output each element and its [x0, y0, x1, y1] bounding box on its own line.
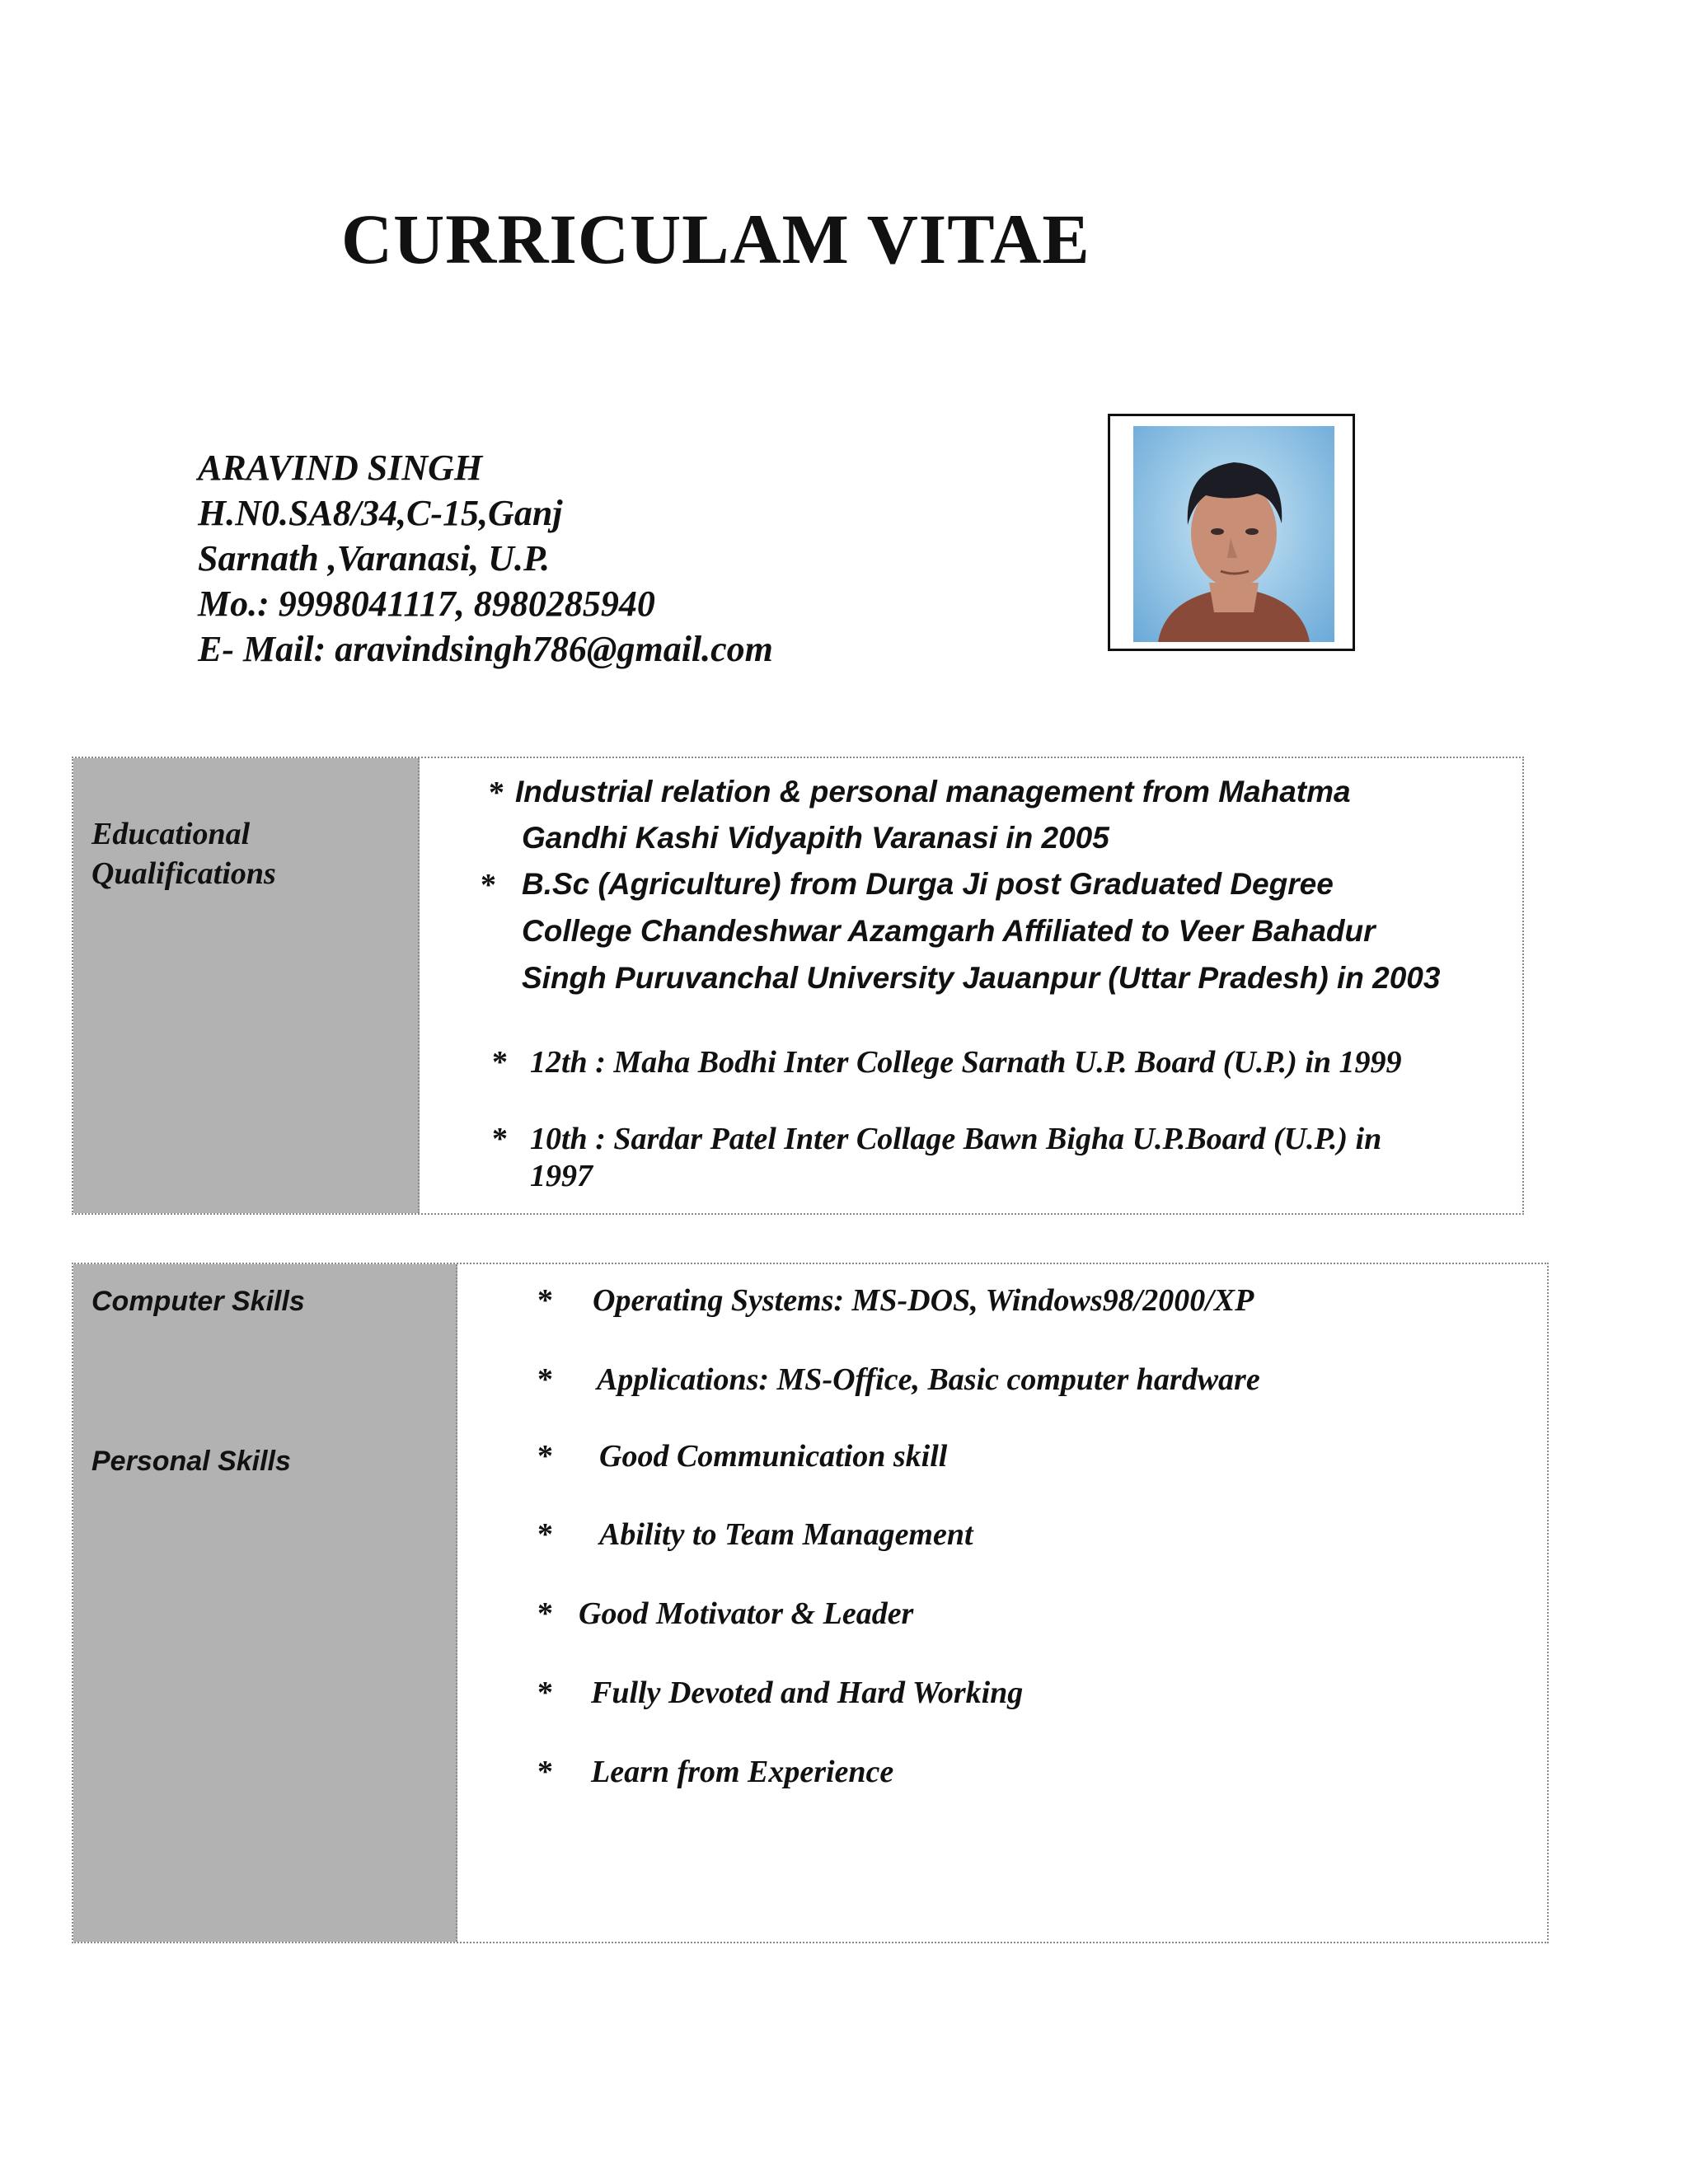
- applicant-name: ARAVIND SINGH: [198, 448, 483, 488]
- bullet-icon: *: [492, 1045, 508, 1080]
- bullet-icon: *: [537, 1439, 553, 1474]
- email-address: E- Mail: aravindsingh786@gmail.com: [198, 629, 773, 669]
- bullet-icon: *: [537, 1596, 553, 1631]
- skill-item: Learn from Experience: [591, 1755, 894, 1789]
- skills-section: [72, 1263, 1549, 1943]
- skill-item: Good Communication skill: [599, 1439, 948, 1474]
- address-line-2: Sarnath ,Varanasi, U.P.: [198, 538, 551, 579]
- skill-item: Fully Devoted and Hard Working: [591, 1675, 1024, 1710]
- bullet-icon: *: [537, 1755, 553, 1789]
- skill-item: Operating Systems: MS-DOS, Windows98/2000/XP: [593, 1283, 1254, 1318]
- education-item-1-line-1: Industrial relation & personal management from Mahatma: [515, 775, 1351, 808]
- computer-skills-label: Computer Skills: [91, 1286, 305, 1317]
- bullet-icon: *: [537, 1362, 553, 1397]
- education-item-4-line-1: 10th : Sardar Patel Inter Collage Bawn Bigha U.P.Board (U.P.) in: [530, 1122, 1382, 1156]
- skill-item: Good Motivator & Leader: [579, 1596, 914, 1631]
- page-title: CURRICULAM VITAE: [341, 199, 1090, 279]
- personal-skills-label: Personal Skills: [91, 1446, 291, 1477]
- skill-item: Ability to Team Management: [599, 1517, 973, 1552]
- bullet-icon: *: [537, 1517, 553, 1552]
- photo-frame: [1108, 414, 1355, 651]
- education-item-4-line-2: 1997: [530, 1159, 593, 1193]
- bullet-icon: *: [537, 1675, 553, 1710]
- address-line-1: H.N0.SA8/34,C-15,Ganj: [198, 493, 563, 533]
- education-item-1-line-2: Gandhi Kashi Vidyapith Varanasi in 2005: [522, 821, 1109, 855]
- education-item-2-line-2: College Chandeshwar Azamgarh Affiliated to Veer Bahadur: [522, 914, 1376, 948]
- education-section: [72, 757, 1524, 1215]
- person-portrait-icon: [1133, 426, 1334, 642]
- education-item-2-line-1: B.Sc (Agriculture) from Durga Ji post Graduated Degree: [522, 867, 1334, 901]
- bullet-icon: *: [481, 868, 496, 902]
- bullet-icon: *: [489, 776, 504, 810]
- skill-item: Applications: MS-Office, Basic computer hardware: [597, 1362, 1260, 1397]
- education-label-panel: [73, 758, 420, 1213]
- education-item-2-line-3: Singh Puruvanchal University Jauanpur (Uttar Pradesh) in 2003: [522, 961, 1441, 995]
- mobile-numbers: Mo.: 9998041117, 8980285940: [198, 583, 655, 624]
- education-label: Educational Qualifications: [91, 817, 276, 891]
- bullet-icon: *: [492, 1122, 508, 1156]
- bullet-icon: *: [537, 1283, 553, 1318]
- contact-block: [198, 445, 773, 672]
- skills-label-panel: [73, 1264, 457, 1942]
- education-item-3: 12th : Maha Bodhi Inter College Sarnath U.P. Board (U.P.) in 1999: [530, 1045, 1402, 1080]
- applicant-photo: [1133, 426, 1334, 642]
